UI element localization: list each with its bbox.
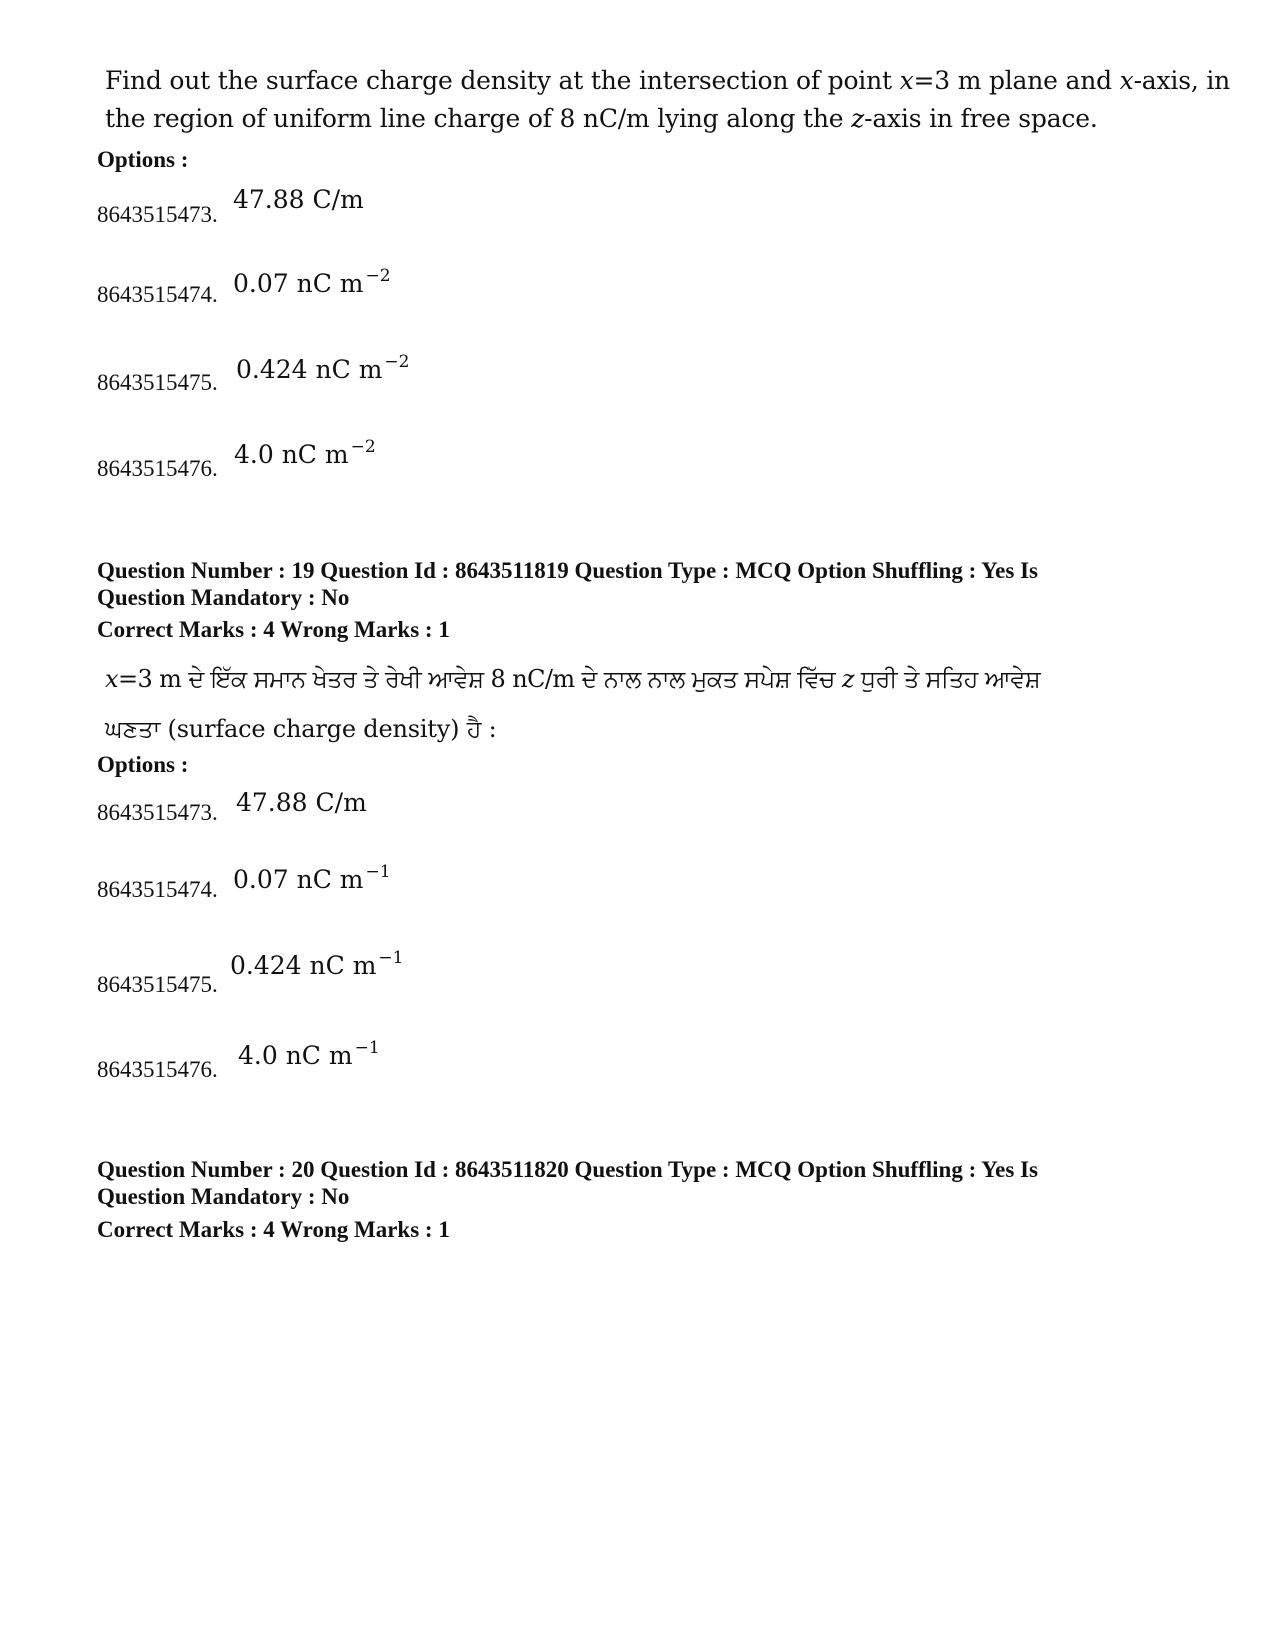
q18-question-line1: Find out the surface charge density at the intersection of point x=3 m plane and x-axis, in xyxy=(105,66,1231,95)
q19-option-4-id: 8643515476. xyxy=(97,1057,218,1082)
q20-header-line2: Question Mandatory : No xyxy=(97,1184,350,1209)
q19-option-2-id: 8643515474. xyxy=(97,877,218,902)
q18-question-line2: the region of uniform line charge of 8 nC/m lying along the z-axis in free space. xyxy=(105,104,1098,133)
q20-header-line1: Question Number : 20 Question Id : 8643511820 Question Type : MCQ Option Shuffling : Yes Is xyxy=(97,1157,1038,1182)
q19-header-line2: Question Mandatory : No xyxy=(97,585,350,610)
q19-header-line1: Question Number : 19 Question Id : 8643511819 Question Type : MCQ Option Shuffling : Yes Is xyxy=(97,558,1038,583)
q18-options-label: Options : xyxy=(97,147,189,172)
q18-option-4-id: 8643515476. xyxy=(97,456,218,481)
q19-option-2-value[interactable]: 0.07 nC m $^{-1}$ xyxy=(233,862,391,894)
q19-option-3-id: 8643515475. xyxy=(97,972,218,997)
q18-option-4-value[interactable]: 4.0 nC m $^{-2}$ xyxy=(234,437,376,469)
q18-option-2-value[interactable]: 0.07 nC m $^{-2}$ xyxy=(233,266,391,298)
q18-option-3-value[interactable]: 0.424 nC m $^{-2}$ xyxy=(236,352,410,384)
q18-question-text xyxy=(105,62,1231,138)
q19-question-line1: x=3 m ਦੇ ਇੱਕ ਸਮਾਨ ਖੇਤਰ ਤੇ ਰੇਖੀ ਆਵੇਸ਼ 8 nC/m ਦੇ ਨਾਲ ਨਾਲ ਮੁਕਤ ਸਪੇਸ਼ ਵਿੱਚ z ਧੁਰੀ ਤੇ ਸਤਿਹ ਆਵੇਸ਼ xyxy=(105,665,1041,693)
q19-option-1-id: 8643515473. xyxy=(97,800,218,825)
q19-option-3-value[interactable]: 0.424 nC m $^{-1}$ xyxy=(230,948,404,980)
q19-options-label: Options : xyxy=(97,752,189,777)
q18-option-2-id: 8643515474. xyxy=(97,282,218,307)
q19-question-line2: ਘਣਤਾ (surface charge density) ਹੈ : xyxy=(105,715,497,743)
q20-marks: Correct Marks : 4 Wrong Marks : 1 xyxy=(97,1217,450,1242)
q19-header xyxy=(97,557,1197,611)
q18-option-1-id: 8643515473. xyxy=(97,202,218,227)
q19-option-1-value[interactable]: 47.88 C/m xyxy=(236,788,367,817)
q19-marks: Correct Marks : 4 Wrong Marks : 1 xyxy=(97,617,450,642)
q19-option-4-value[interactable]: 4.0 nC m $^{-1}$ xyxy=(238,1038,380,1070)
q20-header xyxy=(97,1156,1197,1210)
q19-question-text xyxy=(105,654,1235,754)
q18-option-1-value[interactable]: 47.88 C/m xyxy=(233,185,364,214)
q18-option-3-id: 8643515475. xyxy=(97,370,218,395)
